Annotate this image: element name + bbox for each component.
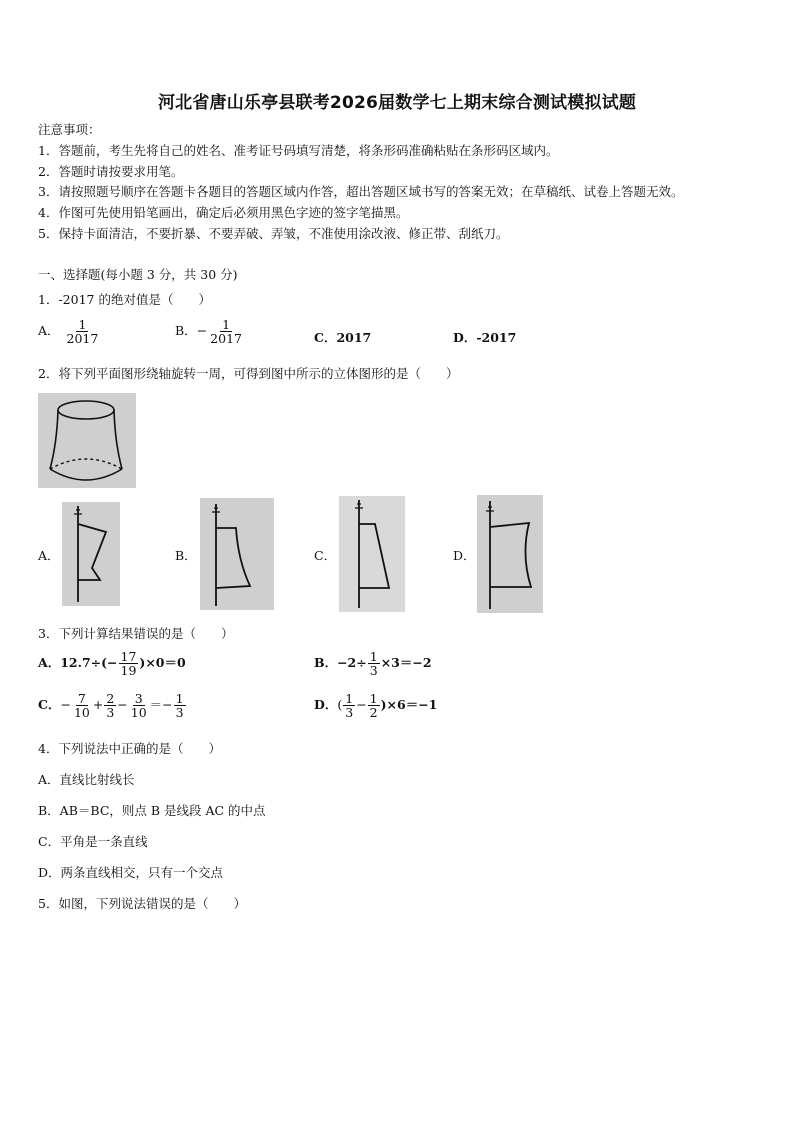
q3-d-open: ( <box>337 697 343 713</box>
q3-a-numerator: 17 <box>120 649 137 664</box>
q2-stem: 2．将下列平面图形绕轴旋转一周，可得到图中所示的立体图形的是（ ） <box>38 366 459 381</box>
q4-option-d: D．两条直线相交，只有一个交点 <box>38 865 224 880</box>
q3-d-f2-den: 2 <box>369 705 378 721</box>
q3-b-pre: −2÷ <box>337 655 367 671</box>
q1-option-a <box>38 318 101 345</box>
q4-option-c: C．平角是一条直线 <box>38 834 148 849</box>
q3-c-sign: − <box>60 697 71 713</box>
q3-c-fraction-2 <box>104 692 116 719</box>
q1-b-numerator: 1 <box>222 317 231 332</box>
q3-b-label: B． <box>314 655 338 671</box>
q3-c-f1-num: 7 <box>77 691 86 706</box>
notice-item-2: 2．答题时请按要求用笔。 <box>38 164 184 179</box>
q1-b-fraction <box>208 318 244 345</box>
notice-item-4: 4．作图可先使用铅笔画出，确定后必须用黑色字迹的签字笔描黑。 <box>38 205 409 220</box>
q3-d-f1-num: 1 <box>345 691 354 706</box>
q1-a-numerator: 1 <box>78 317 87 332</box>
frustum-drawing <box>38 393 136 488</box>
q4-stem: 4．下列说法中正确的是（ ） <box>38 741 221 756</box>
q3-option-c <box>38 692 187 719</box>
q3-c-fraction-3 <box>129 692 149 719</box>
q3-c-fraction-4 <box>174 692 186 719</box>
q1-option-b <box>175 318 245 345</box>
q4-option-a: A．直线比射线长 <box>38 772 135 787</box>
q2-option-b-figure <box>200 498 274 610</box>
q3-d-label: D． <box>314 697 338 713</box>
q1-a-label: A． <box>38 323 60 339</box>
q2-option-c-label: C． <box>314 548 337 563</box>
q2-option-c-figure <box>339 496 405 612</box>
q3-c-op-1: + <box>92 697 104 713</box>
shape-a-drawing <box>62 502 120 606</box>
q1-a-fraction <box>65 318 101 345</box>
q3-c-f4-den: 3 <box>175 705 184 721</box>
notice-item-5: 5．保持卡面清洁，不要折暴、不要弄破、弄皱，不准使用涂改液、修正带、刮纸刀。 <box>38 226 509 241</box>
q3-c-label: C． <box>38 697 61 713</box>
q2-option-d-figure <box>477 495 543 613</box>
notice-item-3: 3．请按照题号顺序在答题卡各题目的答题区域内作答，超出答题区域书写的答案无效；在草稿纸、试卷上答题无效。 <box>38 184 684 199</box>
q3-option-a <box>38 650 186 677</box>
notice-heading: 注意事项： <box>38 122 101 137</box>
q3-c-f3-num: 3 <box>134 691 143 706</box>
q3-a-fraction <box>119 650 139 677</box>
q1-a-denominator: 2017 <box>66 331 99 347</box>
q3-b-numerator: 1 <box>369 649 378 664</box>
q2-solid-figure <box>38 393 136 488</box>
q3-a-post: )×0＝0 <box>139 655 186 671</box>
q2-option-d-label: D． <box>453 548 476 563</box>
q1-stem: 1．-2017 的绝对值是（ ） <box>38 292 211 307</box>
q1-b-label: B． <box>175 323 197 339</box>
q3-d-fraction-2 <box>368 692 380 719</box>
q1-option-c: C．2017 <box>314 330 372 345</box>
q3-option-d <box>314 692 437 719</box>
q3-a-label: A． <box>38 655 61 671</box>
q3-d-f2-num: 1 <box>369 691 378 706</box>
q2-option-a-label: A． <box>38 548 60 563</box>
q3-b-denominator: 3 <box>369 663 378 679</box>
q3-c-op-2: − <box>117 697 128 713</box>
q3-d-f1-den: 3 <box>345 705 354 721</box>
q3-c-f4-num: 1 <box>175 691 184 706</box>
q3-option-b <box>314 650 432 677</box>
q1-b-sign: − <box>196 323 208 339</box>
shape-d-drawing <box>477 495 543 613</box>
notice-item-1: 1．答题前，考生先将自己的姓名、准考证号码填写清楚，将条形码准确粘贴在条形码区域内。 <box>38 143 559 158</box>
q3-c-f3-den: 10 <box>130 705 147 721</box>
q5-stem: 5．如图，下列说法错误的是（ ） <box>38 896 246 911</box>
q3-a-pre: 12.7÷(− <box>60 655 118 671</box>
q3-d-fraction-1 <box>343 692 355 719</box>
shape-c-drawing <box>339 496 405 612</box>
q4-option-b: B．AB＝BC，则点 B 是线段 AC 的中点 <box>38 803 266 818</box>
q2-option-a-figure <box>62 502 120 606</box>
q3-d-op: − <box>356 697 367 713</box>
q3-stem: 3．下列计算结果错误的是（ ） <box>38 626 234 641</box>
q3-b-fraction <box>368 650 380 677</box>
q3-c-f1-den: 10 <box>73 705 90 721</box>
shape-b-drawing <box>200 498 274 610</box>
q3-c-fraction-1 <box>72 692 92 719</box>
q3-d-post: )×6＝−1 <box>380 697 438 713</box>
q3-c-f2-num: 2 <box>106 691 115 706</box>
q3-b-post: ×3＝−2 <box>380 655 432 671</box>
q3-a-denominator: 19 <box>120 663 137 679</box>
page-title: 河北省唐山乐亭县联考2026届数学七上期末综合测试模拟试题 <box>157 93 637 113</box>
q2-option-b-label: B． <box>175 548 197 563</box>
q1-option-d: D．-2017 <box>453 330 517 345</box>
q1-b-denominator: 2017 <box>210 331 242 347</box>
section-heading: 一、选择题(每小题 3 分，共 30 分) <box>38 267 238 282</box>
q3-c-f2-den: 3 <box>106 705 115 721</box>
q3-c-equals: ＝− <box>149 697 173 713</box>
